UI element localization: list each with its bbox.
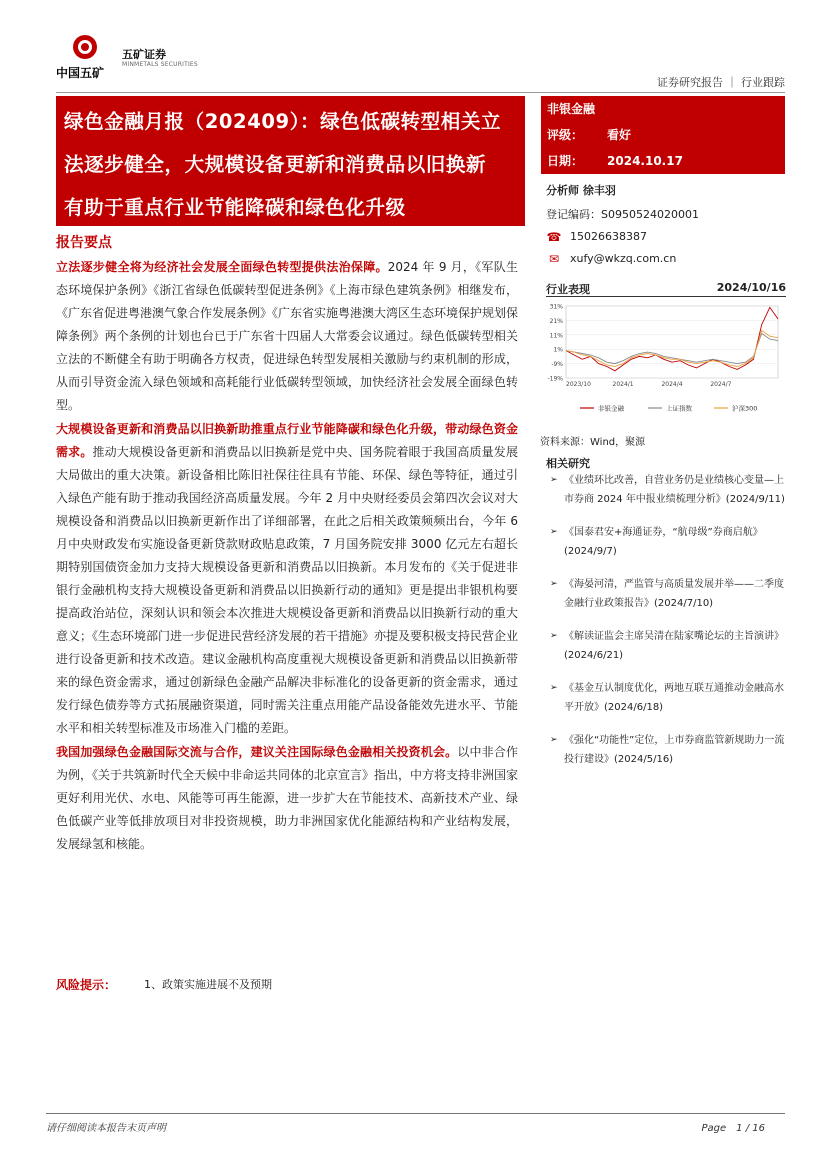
related-research-list <box>550 471 786 783</box>
legend-label: 沪深300 <box>732 404 758 413</box>
related-research-title: 相关研究 <box>546 457 590 470</box>
brand-name: 五矿证券 <box>122 48 166 61</box>
risk-section <box>56 976 272 993</box>
arrow-icon: ➢ <box>550 735 558 745</box>
arrow-icon: ➢ <box>550 527 558 537</box>
paragraph-text: 2024 年 9 月，《军队生态环境保护条例》《浙江省绿色低碳转型促进条例》《上海市绿色建筑条例》相继发布，《广东省促进粤港澳气象合作发展条例》《广东省实施粤港澳大湾区生态环境保护规划保障条例》两个条例的计划也台已于广东省十四届人大常委会议通过。绿色低碳转型相关立法的不断健全有助于明确各方权责，促进绿色转型发展相关激励与约束机制的形成，从而引导资金流入绿色领域和高耗能行业低碳转型领域，加快经济社会发展全面绿色转型。 <box>56 260 519 412</box>
footer-disclaimer: 请仔细阅读本报告末页声明 <box>46 1123 166 1134</box>
chart-title: 行业表现 <box>546 283 590 296</box>
arrow-icon: ➢ <box>550 683 558 693</box>
legend-label: 上证指数 <box>666 404 692 413</box>
analyst-reg: 登记编码：S0950524020001 <box>546 208 699 221</box>
x-tick-label: 2024/7 <box>710 381 732 388</box>
y-tick-label: 21% <box>549 317 563 325</box>
y-tick-label: 1% <box>553 346 563 354</box>
page-number: Page 1 / 16 <box>701 1123 765 1134</box>
minmetals-emblem-icon <box>72 34 98 60</box>
summary-paragraph <box>56 741 518 856</box>
paragraph-text: 以中非合作为例，《关于共筑新时代全天候中非命运共同体的北京宣言》指出，中方将支持非洲国家更好利用光伏、水电、风能等可再生能源，进一步扩大在节能技术、高新技术产业、绿色低碳产业等低排放项目对非投资规模，助力非洲国家优化能源结构和产业结构发展，发展绿氢和核能。 <box>56 745 519 851</box>
related-research-item[interactable]: ➢ 《解读证监会主席吴清在陆家嘴论坛的主旨演讲》(2024/6/21) <box>550 627 786 665</box>
chart-frame <box>566 306 778 378</box>
chart-source: 资料来源：Wind，聚源 <box>540 437 646 448</box>
title-line: 绿色金融月报（202409）：绿色低碳转型相关立 <box>64 110 502 133</box>
risk-text: 1、政策实施进展不及预期 <box>144 978 272 991</box>
footer-divider <box>46 1113 785 1114</box>
related-research-item[interactable]: ➢ 《国泰君安+海通证券，“航母级”券商启航》(2024/9/7) <box>550 523 786 561</box>
related-research-item[interactable]: ➢ 《基金互认制度优化，两地互联互通推动金融高水平开放》(2024/6/18) <box>550 679 786 717</box>
sector-name: 非银金融 <box>547 102 596 116</box>
summary-paragraph <box>56 256 518 417</box>
paragraph-highlight: 大规模设备更新和消费品以旧换新助推重点行业节能降碳和绿色化升级，带动绿色资金需求。 <box>56 422 518 459</box>
analyst-email[interactable]: xufy@wkzq.com.cn <box>570 252 677 265</box>
risk-label: 风险提示： <box>56 978 117 992</box>
rating-label: 评级： <box>547 128 584 142</box>
report-type: 证券研究报告 ｜ 行业跟踪 <box>657 76 785 89</box>
paragraph-highlight: 立法逐步健全将为经济社会发展全面绿色转型提供法治保障。 <box>56 260 388 274</box>
chart-header <box>546 281 786 297</box>
x-tick-label: 2024/4 <box>661 381 683 388</box>
paragraph-text: 推动大规模设备更新和消费品以旧换新是党中央、国务院着眼于我国高质量发展大局做出的重大决策。新设备相比陈旧社保往往具有节能、环保、绿色等特征，通过引入绿色产能有助于推动我国经济高质量发展。今年 2 月中央财经委员会第四次会议对大规模设备和消费品以旧换新更新作出了详细部署，在此之后相关政策频频出台，今年 6 月中央财政发布实施设备更新贷款财政贴息政策，7 月国务院安排 3000 亿元左右超长期特别国债资金加力支持大规模设备更新和消费品以旧换新。本月发布的《关于促进非银行金融机构支持大规模设备更新和消费品以旧换新行动的通知》更是提出非银机构要提高政治站位，深刻认识和领会本次推进大规模设备更新和消费品以旧换新行动的重大意义；《生态环境部门进一步促进民营经济发展的若干措施》亦提及要积极支持民营企业进行设备更新和技术改造。建议金融机构高度重视大规模设备更新和消费品以旧换新带来的绿色资金需求，通过创新绿色金融产品解决非标准化的设备更新的资金需求，通过发行绿色债券等方式拓展融资渠道，同时需关注重点用能产品设备能效先进水平、节能水平和相关转型标准及市场准入门槛的差距。 <box>56 445 519 735</box>
arrow-icon: ➢ <box>550 579 558 589</box>
industry-performance-chart <box>538 298 788 418</box>
date-label: 日期： <box>547 154 584 168</box>
related-research-item[interactable]: ➢ 《业绩环比改善，自营业务仍是业绩核心变量—上市券商 2024 年中报业绩梳理分析》(2024/9/11) <box>550 471 786 509</box>
related-research-item[interactable]: ➢ 《强化“功能性”定位，上市券商监管新规助力一流投行建设》(2024/5/16) <box>550 731 786 769</box>
arrow-icon: ➢ <box>550 631 558 641</box>
related-research-item[interactable]: ➢ 《海晏河清，严监管与高质量发展并举——二季度金融行业政策报告》(2024/7/10) <box>550 575 786 613</box>
summary-paragraph <box>56 418 518 740</box>
header-divider <box>56 92 785 93</box>
x-tick-label: 2024/1 <box>612 381 634 388</box>
date-value: 2024.10.17 <box>607 154 683 168</box>
email-icon: ✉ <box>548 252 560 266</box>
y-tick-label: 31% <box>549 303 563 311</box>
phone-icon: ☎ <box>546 230 562 244</box>
logo-text-cn: 中国五矿 <box>56 66 105 80</box>
analyst-block <box>546 182 786 270</box>
summary-heading: 报告要点 <box>56 235 112 251</box>
title-line: 有助于重点行业节能降碳和绿色化升级 <box>64 196 406 219</box>
analyst-phone: 15026638387 <box>570 230 647 243</box>
report-title <box>56 96 525 226</box>
y-tick-label: 11% <box>549 332 563 340</box>
summary-body <box>56 256 518 857</box>
paragraph-highlight: 我国加强绿色金融国际交流与合作，建议关注国际绿色金融相关投资机会。 <box>56 745 458 759</box>
brand-name-en: MINMETALS SECURITIES <box>122 61 198 68</box>
x-tick-label: 2023/10 <box>566 381 591 388</box>
company-logo <box>56 34 196 80</box>
chart-date: 2024/10/16 <box>716 281 786 294</box>
chart-divider <box>546 296 786 297</box>
arrow-icon: ➢ <box>550 475 558 485</box>
y-tick-label: -19% <box>547 375 563 383</box>
y-tick-label: -9% <box>551 361 563 369</box>
analyst-name: 分析师 徐丰羽 <box>546 184 616 197</box>
legend-label: 非银金融 <box>598 404 624 413</box>
rating-value: 看好 <box>607 128 632 142</box>
info-panel <box>541 96 785 174</box>
title-line: 法逐步健全，大规模设备更新和消费品以旧换新 <box>64 153 487 176</box>
